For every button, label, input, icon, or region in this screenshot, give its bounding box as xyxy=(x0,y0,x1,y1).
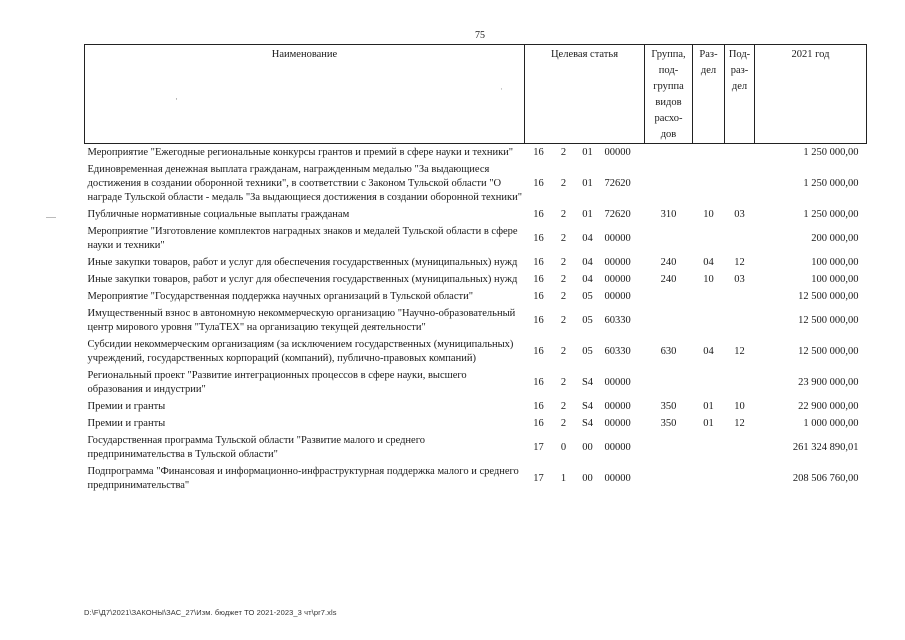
table-row xyxy=(85,463,867,494)
cell-name: Иные закупки товаров, работ и услуг для обеспечения государственных (муниципальных) нужд xyxy=(87,257,518,268)
cell-subprogram-code: 2 xyxy=(560,177,567,189)
cell-section xyxy=(693,288,725,305)
cell-subprogram-code: 2 xyxy=(560,232,567,244)
cell-expense-group: 240 xyxy=(660,256,677,268)
footer-file-path: D:\F\Д7\2021\ЗАКОНЫ\ЗАС_27\Изм. бюджет ТО 2021-2023_3 чт\pr7.xls xyxy=(84,608,337,617)
cell-section xyxy=(693,463,725,494)
cell-subprogram-code: 1 xyxy=(560,472,567,484)
cell-event-code: 01 xyxy=(582,177,593,189)
cell-subprogram-code: 2 xyxy=(560,208,567,220)
cell-name: Единовременная денежная выплата гражданам, награжденным медалью "За выдающиеся достижения в создании оборонной техники", в соответствии с Законом Тульской области "О награде Тульской области - медаль "За выдающиеся достижения в создании оборонной техники" xyxy=(87,164,523,203)
cell-subprogram-code: 2 xyxy=(560,290,567,302)
cell-direction-code: 00000 xyxy=(604,232,631,244)
table-header xyxy=(85,45,867,144)
cell-expense-group xyxy=(645,432,693,463)
cell-amount-2021: 22 900 000,00 xyxy=(798,400,859,412)
cell-name: Мероприятие "Государственная поддержка научных организаций в Тульской области" xyxy=(87,291,474,302)
table-row xyxy=(85,336,867,367)
budget-sheet xyxy=(84,44,866,494)
cell-program-code: 17 xyxy=(533,472,544,484)
table-row xyxy=(85,161,867,206)
cell-name: Государственная программа Тульской области "Развитие малого и среднего предпринимательства в Тульской области" xyxy=(87,435,426,460)
table-row xyxy=(85,144,867,162)
cell-section xyxy=(693,305,725,336)
table-row xyxy=(85,432,867,463)
cell-event-code: S4 xyxy=(581,400,594,412)
cell-program-code: 16 xyxy=(533,400,544,412)
cell-subsection: 03 xyxy=(734,273,745,285)
cell-section xyxy=(693,367,725,398)
cell-direction-code: 00000 xyxy=(604,472,631,484)
cell-expense-group xyxy=(645,305,693,336)
cell-section: 10 xyxy=(703,273,714,285)
cell-amount-2021: 23 900 000,00 xyxy=(798,376,859,388)
cell-event-code: 00 xyxy=(582,441,593,453)
cell-amount-2021: 12 500 000,00 xyxy=(798,290,859,302)
header-section: Раз-дел xyxy=(693,45,725,144)
cell-subsection xyxy=(725,144,755,162)
cell-section: 10 xyxy=(703,208,714,220)
cell-program-code: 16 xyxy=(533,376,544,388)
cell-subprogram-code: 0 xyxy=(560,441,567,453)
cell-name: Публичные нормативные социальные выплаты гражданам xyxy=(87,209,350,220)
cell-section xyxy=(693,223,725,254)
cell-direction-code: 60330 xyxy=(604,345,631,357)
cell-program-code: 16 xyxy=(533,345,544,357)
cell-subprogram-code: 2 xyxy=(560,314,567,326)
cell-name: Имущественный взнос в автономную некоммерческую организацию "Научно-образовательный центр мирового уровня "ТулаТЕХ" на организацию текущей деятельности" xyxy=(87,308,516,333)
cell-amount-2021: 261 324 890,01 xyxy=(792,441,859,453)
cell-amount-2021: 200 000,00 xyxy=(811,232,859,244)
cell-event-code: 04 xyxy=(582,232,593,244)
cell-expense-group xyxy=(645,463,693,494)
cell-direction-code: 72620 xyxy=(604,177,631,189)
cell-section xyxy=(693,161,725,206)
header-target: Целевая статья xyxy=(525,45,645,144)
cell-section xyxy=(693,432,725,463)
table-row xyxy=(85,367,867,398)
cell-program-code: 16 xyxy=(533,208,544,220)
cell-event-code: 05 xyxy=(582,290,593,302)
cell-amount-2021: 1 000 000,00 xyxy=(803,417,859,429)
cell-section: 04 xyxy=(703,345,714,357)
header-subsection: Под-раз-дел xyxy=(725,45,755,144)
cell-direction-code: 00000 xyxy=(604,146,631,158)
cell-direction-code: 72620 xyxy=(604,208,631,220)
cell-expense-group: 630 xyxy=(660,345,677,357)
cell-subprogram-code: 2 xyxy=(560,146,567,158)
cell-program-code: 16 xyxy=(533,314,544,326)
cell-name: Субсидии некоммерческим организациям (за исключением государственных (муниципальных) учреждений, государственных корпораций (компаний), публично-правовых компаний) xyxy=(87,339,514,364)
cell-subprogram-code: 2 xyxy=(560,345,567,357)
margin-mark xyxy=(46,217,56,218)
cell-direction-code: 00000 xyxy=(604,417,631,429)
cell-subsection xyxy=(725,305,755,336)
cell-amount-2021: 12 500 000,00 xyxy=(798,345,859,357)
table-row xyxy=(85,305,867,336)
table-row xyxy=(85,254,867,271)
cell-expense-group: 240 xyxy=(660,273,677,285)
header-year: 2021 год xyxy=(755,45,867,144)
header-group: Группа, под-группа видов расхо-дов xyxy=(645,45,693,144)
cell-name: Региональный проект "Развитие интеграционных процессов в сфере науки, высшего образования и индустрии" xyxy=(87,370,467,395)
cell-amount-2021: 1 250 000,00 xyxy=(803,208,859,220)
cell-direction-code: 00000 xyxy=(604,290,631,302)
cell-name: Мероприятие "Ежегодные региональные конкурсы грантов и премий в сфере науки и техники" xyxy=(87,147,514,158)
table-row xyxy=(85,206,867,223)
table-row xyxy=(85,415,867,432)
cell-subprogram-code: 2 xyxy=(560,400,567,412)
cell-subsection xyxy=(725,432,755,463)
cell-subsection xyxy=(725,161,755,206)
cell-subsection: 03 xyxy=(734,208,745,220)
cell-name: Премии и гранты xyxy=(87,418,166,429)
cell-amount-2021: 100 000,00 xyxy=(811,256,859,268)
cell-direction-code: 00000 xyxy=(604,273,631,285)
cell-expense-group xyxy=(645,367,693,398)
scan-speck: · xyxy=(500,84,503,94)
cell-amount-2021: 100 000,00 xyxy=(811,273,859,285)
cell-subsection xyxy=(725,463,755,494)
table-row xyxy=(85,288,867,305)
cell-section: 01 xyxy=(703,417,714,429)
cell-name: Иные закупки товаров, работ и услуг для обеспечения государственных (муниципальных) нужд xyxy=(87,274,518,285)
cell-direction-code: 00000 xyxy=(604,256,631,268)
cell-direction-code: 00000 xyxy=(604,376,631,388)
header-name xyxy=(85,45,525,144)
cell-expense-group xyxy=(645,144,693,162)
cell-expense-group: 350 xyxy=(660,417,677,429)
cell-event-code: 05 xyxy=(582,345,593,357)
cell-subsection: 12 xyxy=(734,345,745,357)
cell-name: Мероприятие "Изготовление комплектов наградных знаков и медалей Тульской области в сфере науки и техники" xyxy=(87,226,518,251)
table-row xyxy=(85,398,867,415)
cell-name: Подпрограмма "Финансовая и информационно-инфраструктурная поддержка малого и среднего предпринимательства" xyxy=(87,466,519,491)
cell-event-code: S4 xyxy=(581,417,594,429)
cell-amount-2021: 12 500 000,00 xyxy=(798,314,859,326)
cell-subprogram-code: 2 xyxy=(560,256,567,268)
page-number: 75 xyxy=(475,30,485,41)
budget-table xyxy=(84,44,867,494)
cell-amount-2021: 1 250 000,00 xyxy=(803,146,859,158)
cell-expense-group xyxy=(645,161,693,206)
cell-section xyxy=(693,144,725,162)
cell-program-code: 16 xyxy=(533,146,544,158)
cell-program-code: 16 xyxy=(533,177,544,189)
header-name-label: Наименование xyxy=(271,49,338,60)
table-row xyxy=(85,223,867,254)
cell-amount-2021: 208 506 760,00 xyxy=(792,472,859,484)
cell-event-code: 04 xyxy=(582,256,593,268)
cell-program-code: 16 xyxy=(533,417,544,429)
cell-program-code: 16 xyxy=(533,256,544,268)
cell-program-code: 16 xyxy=(533,290,544,302)
cell-expense-group: 310 xyxy=(660,208,677,220)
cell-event-code: S4 xyxy=(581,376,594,388)
cell-expense-group xyxy=(645,223,693,254)
cell-direction-code: 00000 xyxy=(604,441,631,453)
cell-program-code: 16 xyxy=(533,273,544,285)
table-row xyxy=(85,271,867,288)
cell-expense-group xyxy=(645,288,693,305)
cell-subsection: 12 xyxy=(734,417,745,429)
cell-event-code: 04 xyxy=(582,273,593,285)
cell-amount-2021: 1 250 000,00 xyxy=(803,177,859,189)
cell-event-code: 00 xyxy=(582,472,593,484)
cell-event-code: 05 xyxy=(582,314,593,326)
cell-program-code: 17 xyxy=(533,441,544,453)
cell-direction-code: 00000 xyxy=(604,400,631,412)
cell-event-code: 01 xyxy=(582,208,593,220)
cell-section: 04 xyxy=(703,256,714,268)
cell-subsection: 12 xyxy=(734,256,745,268)
cell-subsection: 10 xyxy=(734,400,745,412)
cell-event-code: 01 xyxy=(582,146,593,158)
cell-subprogram-code: 2 xyxy=(560,376,567,388)
cell-section: 01 xyxy=(703,400,714,412)
cell-expense-group: 350 xyxy=(660,400,677,412)
cell-subsection xyxy=(725,288,755,305)
cell-subsection xyxy=(725,223,755,254)
cell-subprogram-code: 2 xyxy=(560,417,567,429)
cell-program-code: 16 xyxy=(533,232,544,244)
cell-name: Премии и гранты xyxy=(87,401,166,412)
scan-speck: · xyxy=(175,94,178,104)
cell-direction-code: 60330 xyxy=(604,314,631,326)
cell-subprogram-code: 2 xyxy=(560,273,567,285)
cell-subsection xyxy=(725,367,755,398)
table-body xyxy=(85,144,867,495)
